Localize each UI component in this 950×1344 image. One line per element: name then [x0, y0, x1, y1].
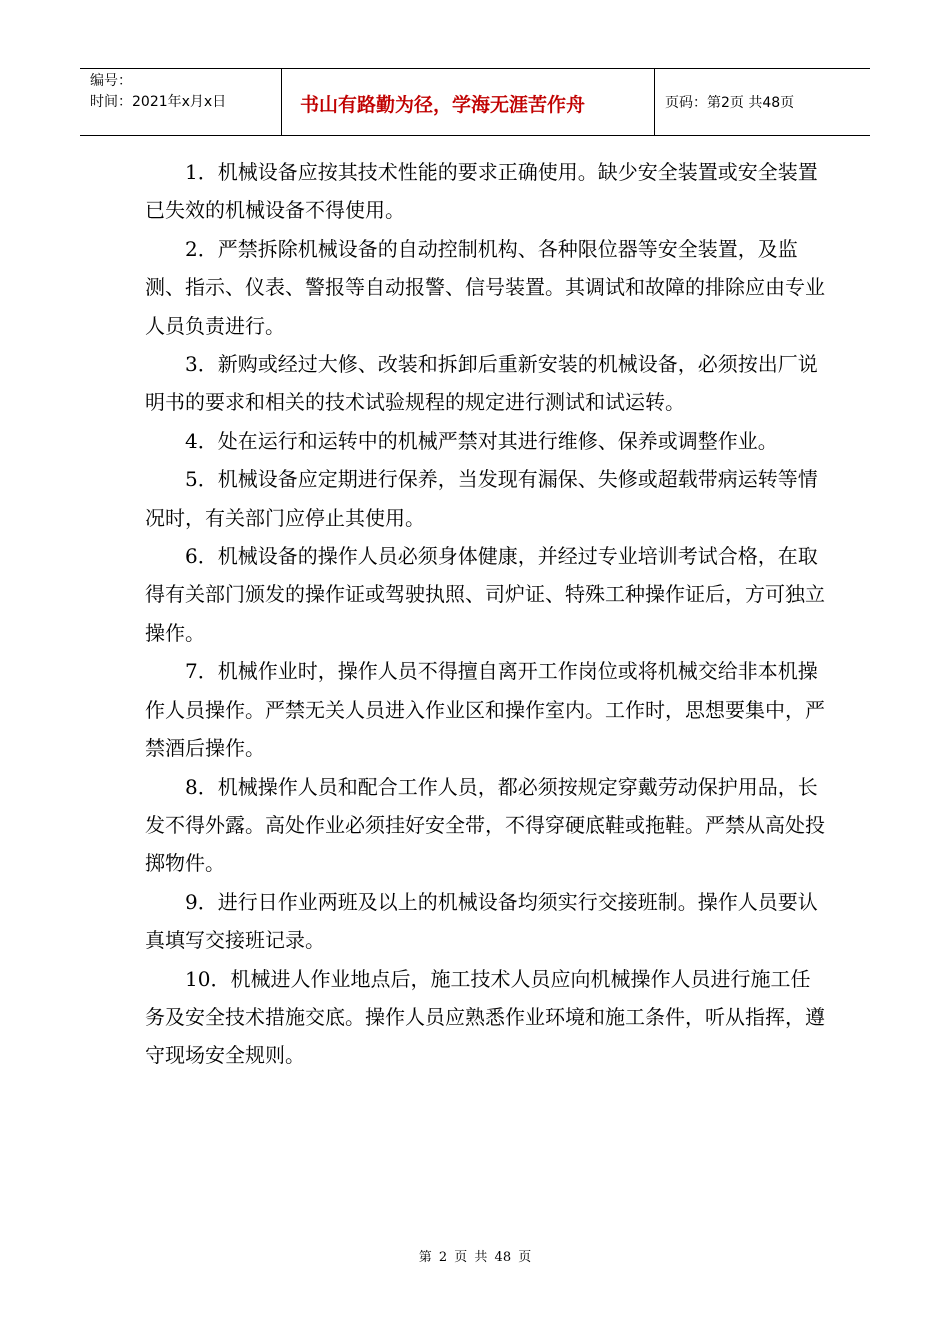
document-date: 时间：2021年x月x日	[90, 94, 227, 110]
paragraph-8: 8．机械操作人员和配合工作人员，都必须按规定穿戴劳动保护用品，长发不得外露。高处作业必须挂好安全带，不得穿硬底鞋或拖鞋。严禁从高处投掷物件。	[145, 774, 825, 876]
document-body	[145, 153, 825, 1075]
paragraph-3: 3．新购或经过大修、改装和拆卸后重新安装的机械设备，必须按出厂说明书的要求和相关的技术试验规程的规定进行测试和试运转。	[145, 352, 818, 415]
paragraph-6: 6．机械设备的操作人员必须身体健康，并经过专业培训考试合格，在取得有关部门颁发的操作证或驾驶执照、司炉证、特殊工种操作证后，方可独立操作。	[145, 544, 825, 645]
paragraph-4: 4．处在运行和运转中的机械严禁对其进行维修、保养或调整作业。	[185, 428, 778, 453]
footer-page-number: 第 2 页 共 48 页	[418, 1250, 532, 1265]
header-motto-cell	[282, 69, 655, 135]
paragraph-10: 10．机械进人作业地点后，施工技术人员应向机械操作人员进行施工任务及安全技术措施交底。操作人员应熟悉作业环境和施工条件，听从指挥，遵守现场安全规则。	[145, 966, 825, 1068]
header-page-cell	[655, 69, 870, 135]
paragraph-1: 1．机械设备应按其技术性能的要求正确使用。缺少安全装置或安全装置已失效的机械设备不得使用。	[145, 160, 818, 223]
paragraph-5: 5．机械设备应定期进行保养，当发现有漏保、失修或超载带病运转等情况时，有关部门应停止其使用。	[145, 467, 818, 530]
paragraph-7: 7．机械作业时，操作人员不得擅自离开工作岗位或将机械交给非本机操作人员操作。严禁无关人员进入作业区和操作室内。工作时，思想要集中，严禁酒后操作。	[145, 659, 825, 761]
header-page-info: 页码：第2页 共48页	[665, 95, 795, 111]
header-motto: 书山有路勤为径，学海无涯苦作舟	[300, 93, 586, 116]
paragraph-2: 2．严禁拆除机械设备的自动控制机构、各种限位器等安全装置，及监测、指示、仪表、警报等自动报警、信号装置。其调试和故障的排除应由专业人员负责进行。	[145, 236, 825, 338]
header-meta-cell	[80, 69, 282, 135]
page-footer	[0, 1246, 950, 1265]
document-number-label: 编号：	[90, 73, 132, 89]
paragraph-9: 9．进行日作业两班及以上的机械设备均须实行交接班制。操作人员要认真填写交接班记录。	[145, 889, 818, 953]
page-header	[80, 68, 870, 136]
